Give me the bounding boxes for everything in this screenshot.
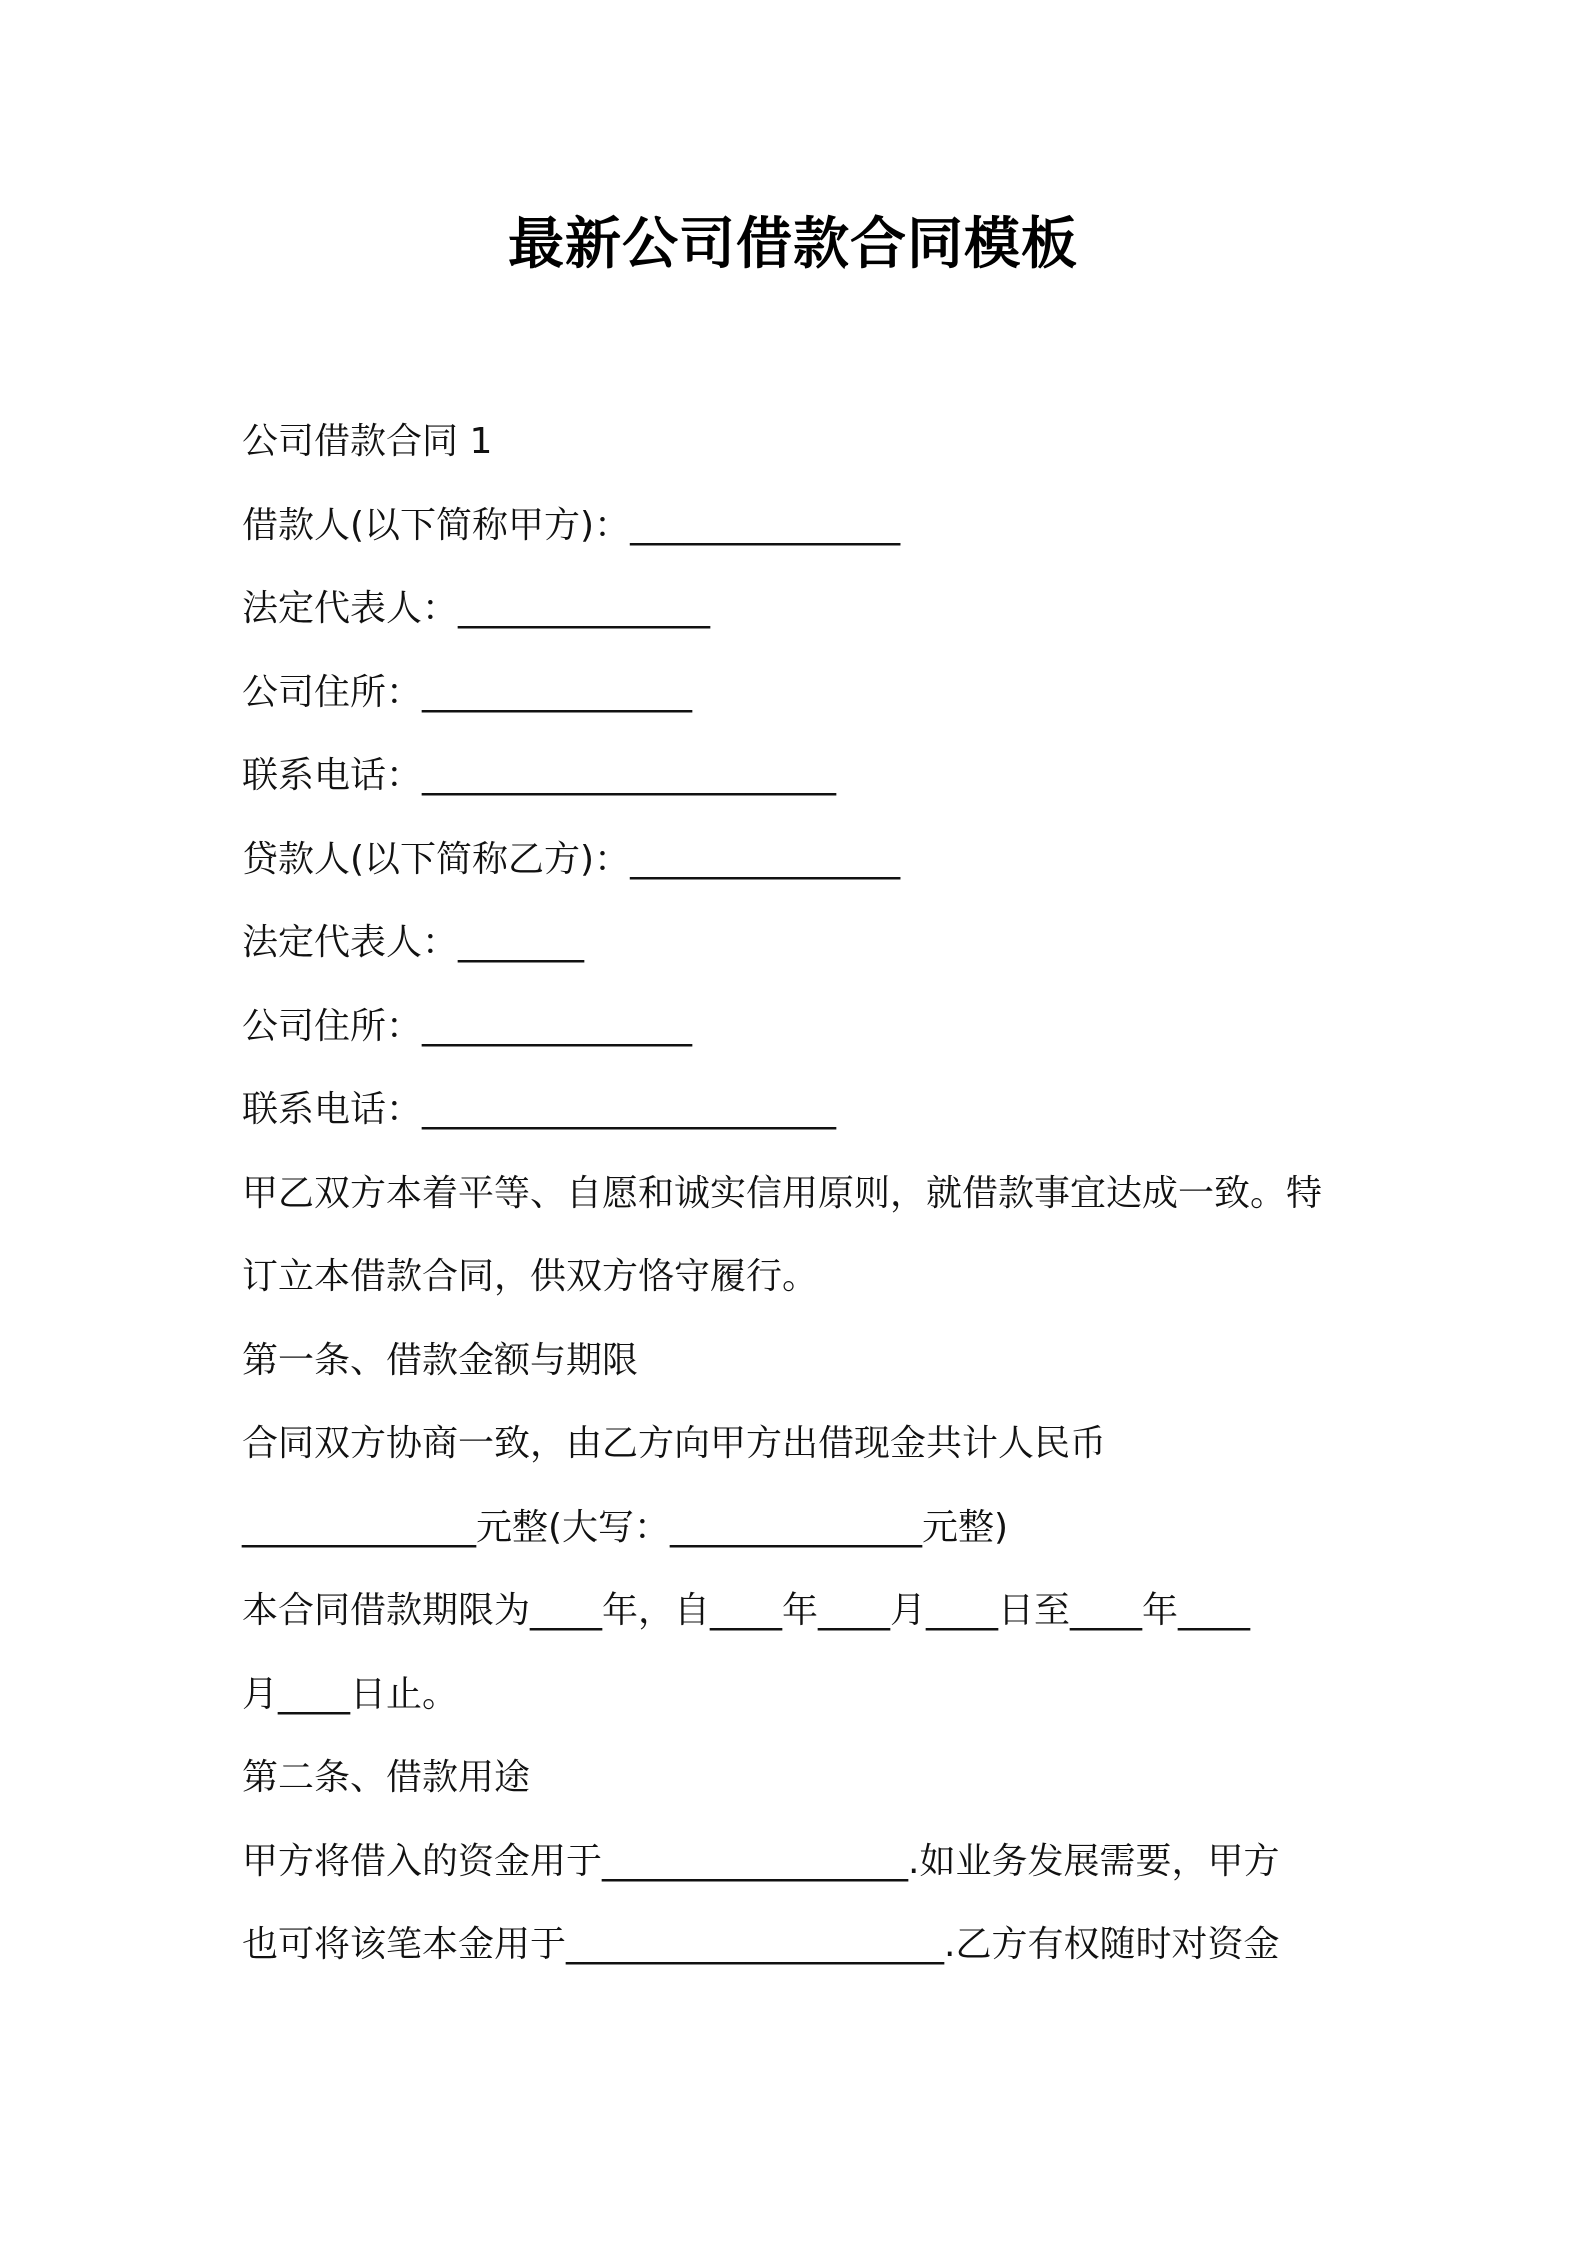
article-text-line: 月____日止。: [242, 1673, 459, 1715]
document-title: 最新公司借款合同模板: [508, 212, 1078, 277]
article-text-line: 合同双方协商一致，由乙方向甲方出借现金共计人民币: [242, 1423, 1107, 1464]
article-heading: 第二条、借款用途: [242, 1757, 531, 1798]
lender-legal-rep-field: 法定代表人：_______: [242, 922, 585, 963]
article-text-line: 甲方将借入的资金用于_________________.如业务发展需要，甲方: [242, 1840, 1280, 1882]
lender-phone-field: 联系电话：_______________________: [242, 1089, 837, 1130]
preamble-line: 订立本借款合同，供双方恪守履行。: [242, 1256, 819, 1297]
article-heading: 第一条、借款金额与期限: [242, 1339, 639, 1381]
article-text-line: 本合同借款期限为____年，自____年____月____日至____年____: [242, 1590, 1251, 1631]
borrower-phone-field: 联系电话：_______________________: [242, 755, 837, 796]
lender-address-field: 公司住所：_______________: [242, 1005, 693, 1047]
borrower-address-field: 公司住所：_______________: [242, 671, 693, 713]
borrower-field: 借款人(以下简称甲方)：_______________: [242, 504, 901, 546]
document-body: [242, 400, 1362, 1987]
article-text-line: 也可将该笔本金用于_____________________.乙方有权随时对资金: [242, 1924, 1280, 1965]
borrower-legal-rep-field: 法定代表人：______________: [242, 588, 711, 629]
lender-field: 贷款人(以下简称乙方)：_______________: [242, 838, 901, 880]
section-heading: 公司借款合同 1: [242, 421, 493, 462]
preamble-line: 甲乙双方本着平等、自愿和诚实信用原则，就借款事宜达成一致。特: [242, 1172, 1323, 1214]
article-text-line: _____________元整(大写：______________元整): [242, 1506, 1009, 1548]
